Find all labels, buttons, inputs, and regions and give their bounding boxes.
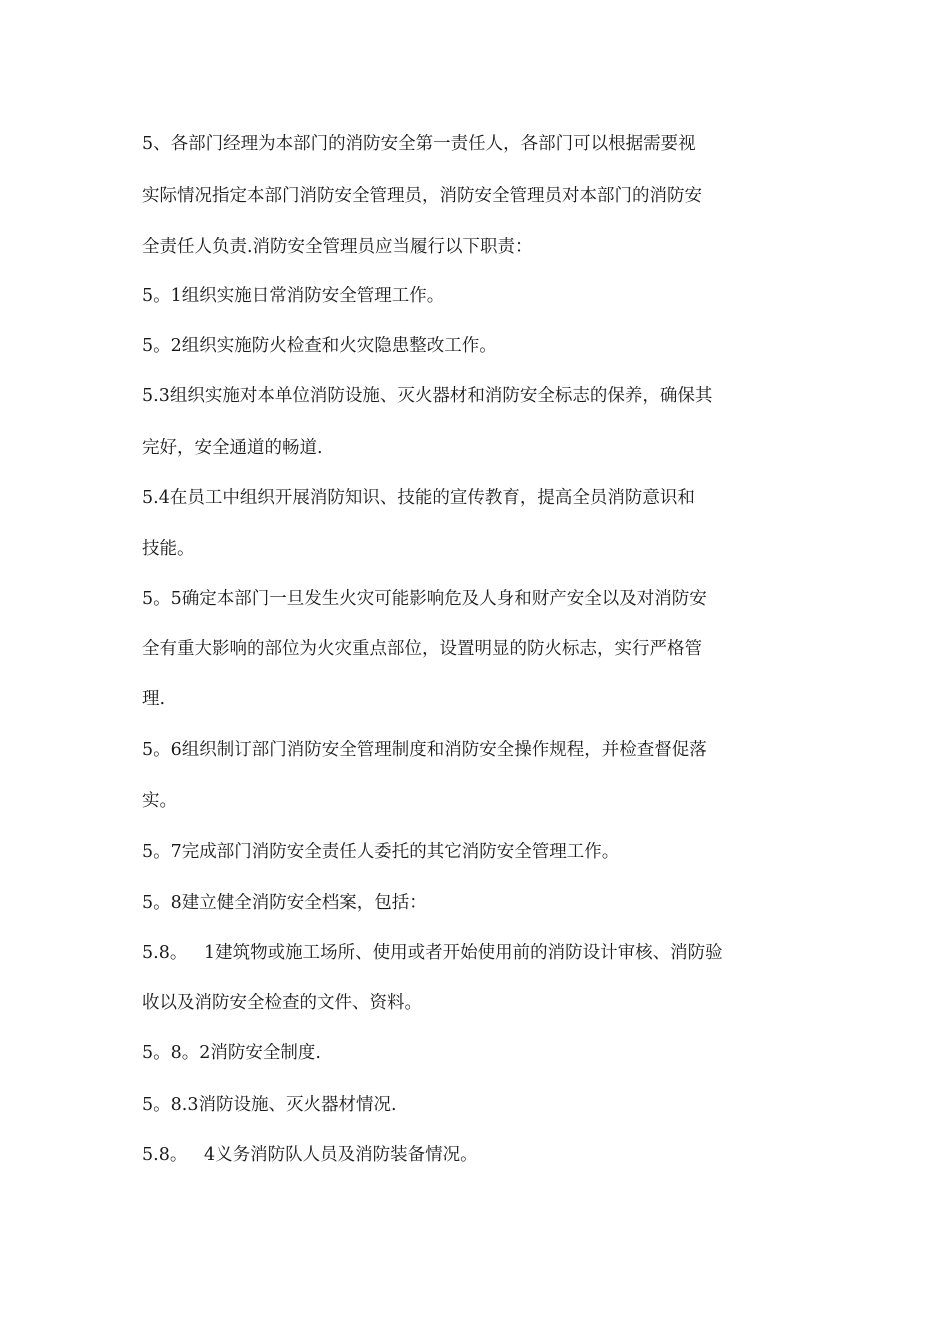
text-line: 5.3组织实施对本单位消防设施、灭火器材和消防安全标志的保养，确保其 (142, 386, 713, 406)
text-line: 5、各部门经理为本部门的消防安全第一责任人，各部门可以根据需要视 (142, 134, 696, 154)
text-line: 5。2组织实施防火检查和火灾隐患整改工作。 (142, 336, 497, 356)
text-line: 5.8。 4义务消防队人员及消防装备情况。 (142, 1145, 478, 1165)
text-line: 收以及消防安全检查的文件、资料。 (142, 993, 422, 1013)
text-line: 5。1组织实施日常消防安全管理工作。 (142, 286, 445, 306)
text-line: 5。7完成部门消防安全责任人委托的其它消防安全管理工作。 (142, 842, 620, 862)
text-line: 5.8。 1建筑物或施工场所、使用或者开始使用前的消防设计审核、消防验 (142, 943, 723, 963)
text-line: 5。6组织制订部门消防安全管理制度和消防安全操作规程，并检查督促落 (142, 740, 707, 760)
text-line: 5。5确定本部门一旦发生火灾可能影响危及人身和财产安全以及对消防安 (142, 589, 707, 609)
text-line: 理. (142, 689, 166, 709)
text-line: 实。 (142, 791, 177, 811)
text-line: 5.4在员工中组织开展消防知识、技能的宣传教育，提高全员消防意识和 (142, 488, 695, 508)
text-line: 全责任人负责.消防安全管理员应当履行以下职责： (142, 237, 533, 257)
text-line: 实际情况指定本部门消防安全管理员，消防安全管理员对本部门的消防安 (142, 186, 702, 206)
text-line: 5。8.3消防设施、灭火器材情况. (142, 1095, 397, 1115)
text-line: 完好，安全通道的畅道. (142, 438, 323, 458)
text-line: 5。8建立健全消防安全档案，包括： (142, 893, 427, 913)
text-line: 技能。 (142, 539, 195, 559)
text-line: 5。8。2消防安全制度. (142, 1043, 321, 1063)
text-line: 全有重大影响的部位为火灾重点部位，设置明显的防火标志，实行严格管 (142, 639, 702, 659)
